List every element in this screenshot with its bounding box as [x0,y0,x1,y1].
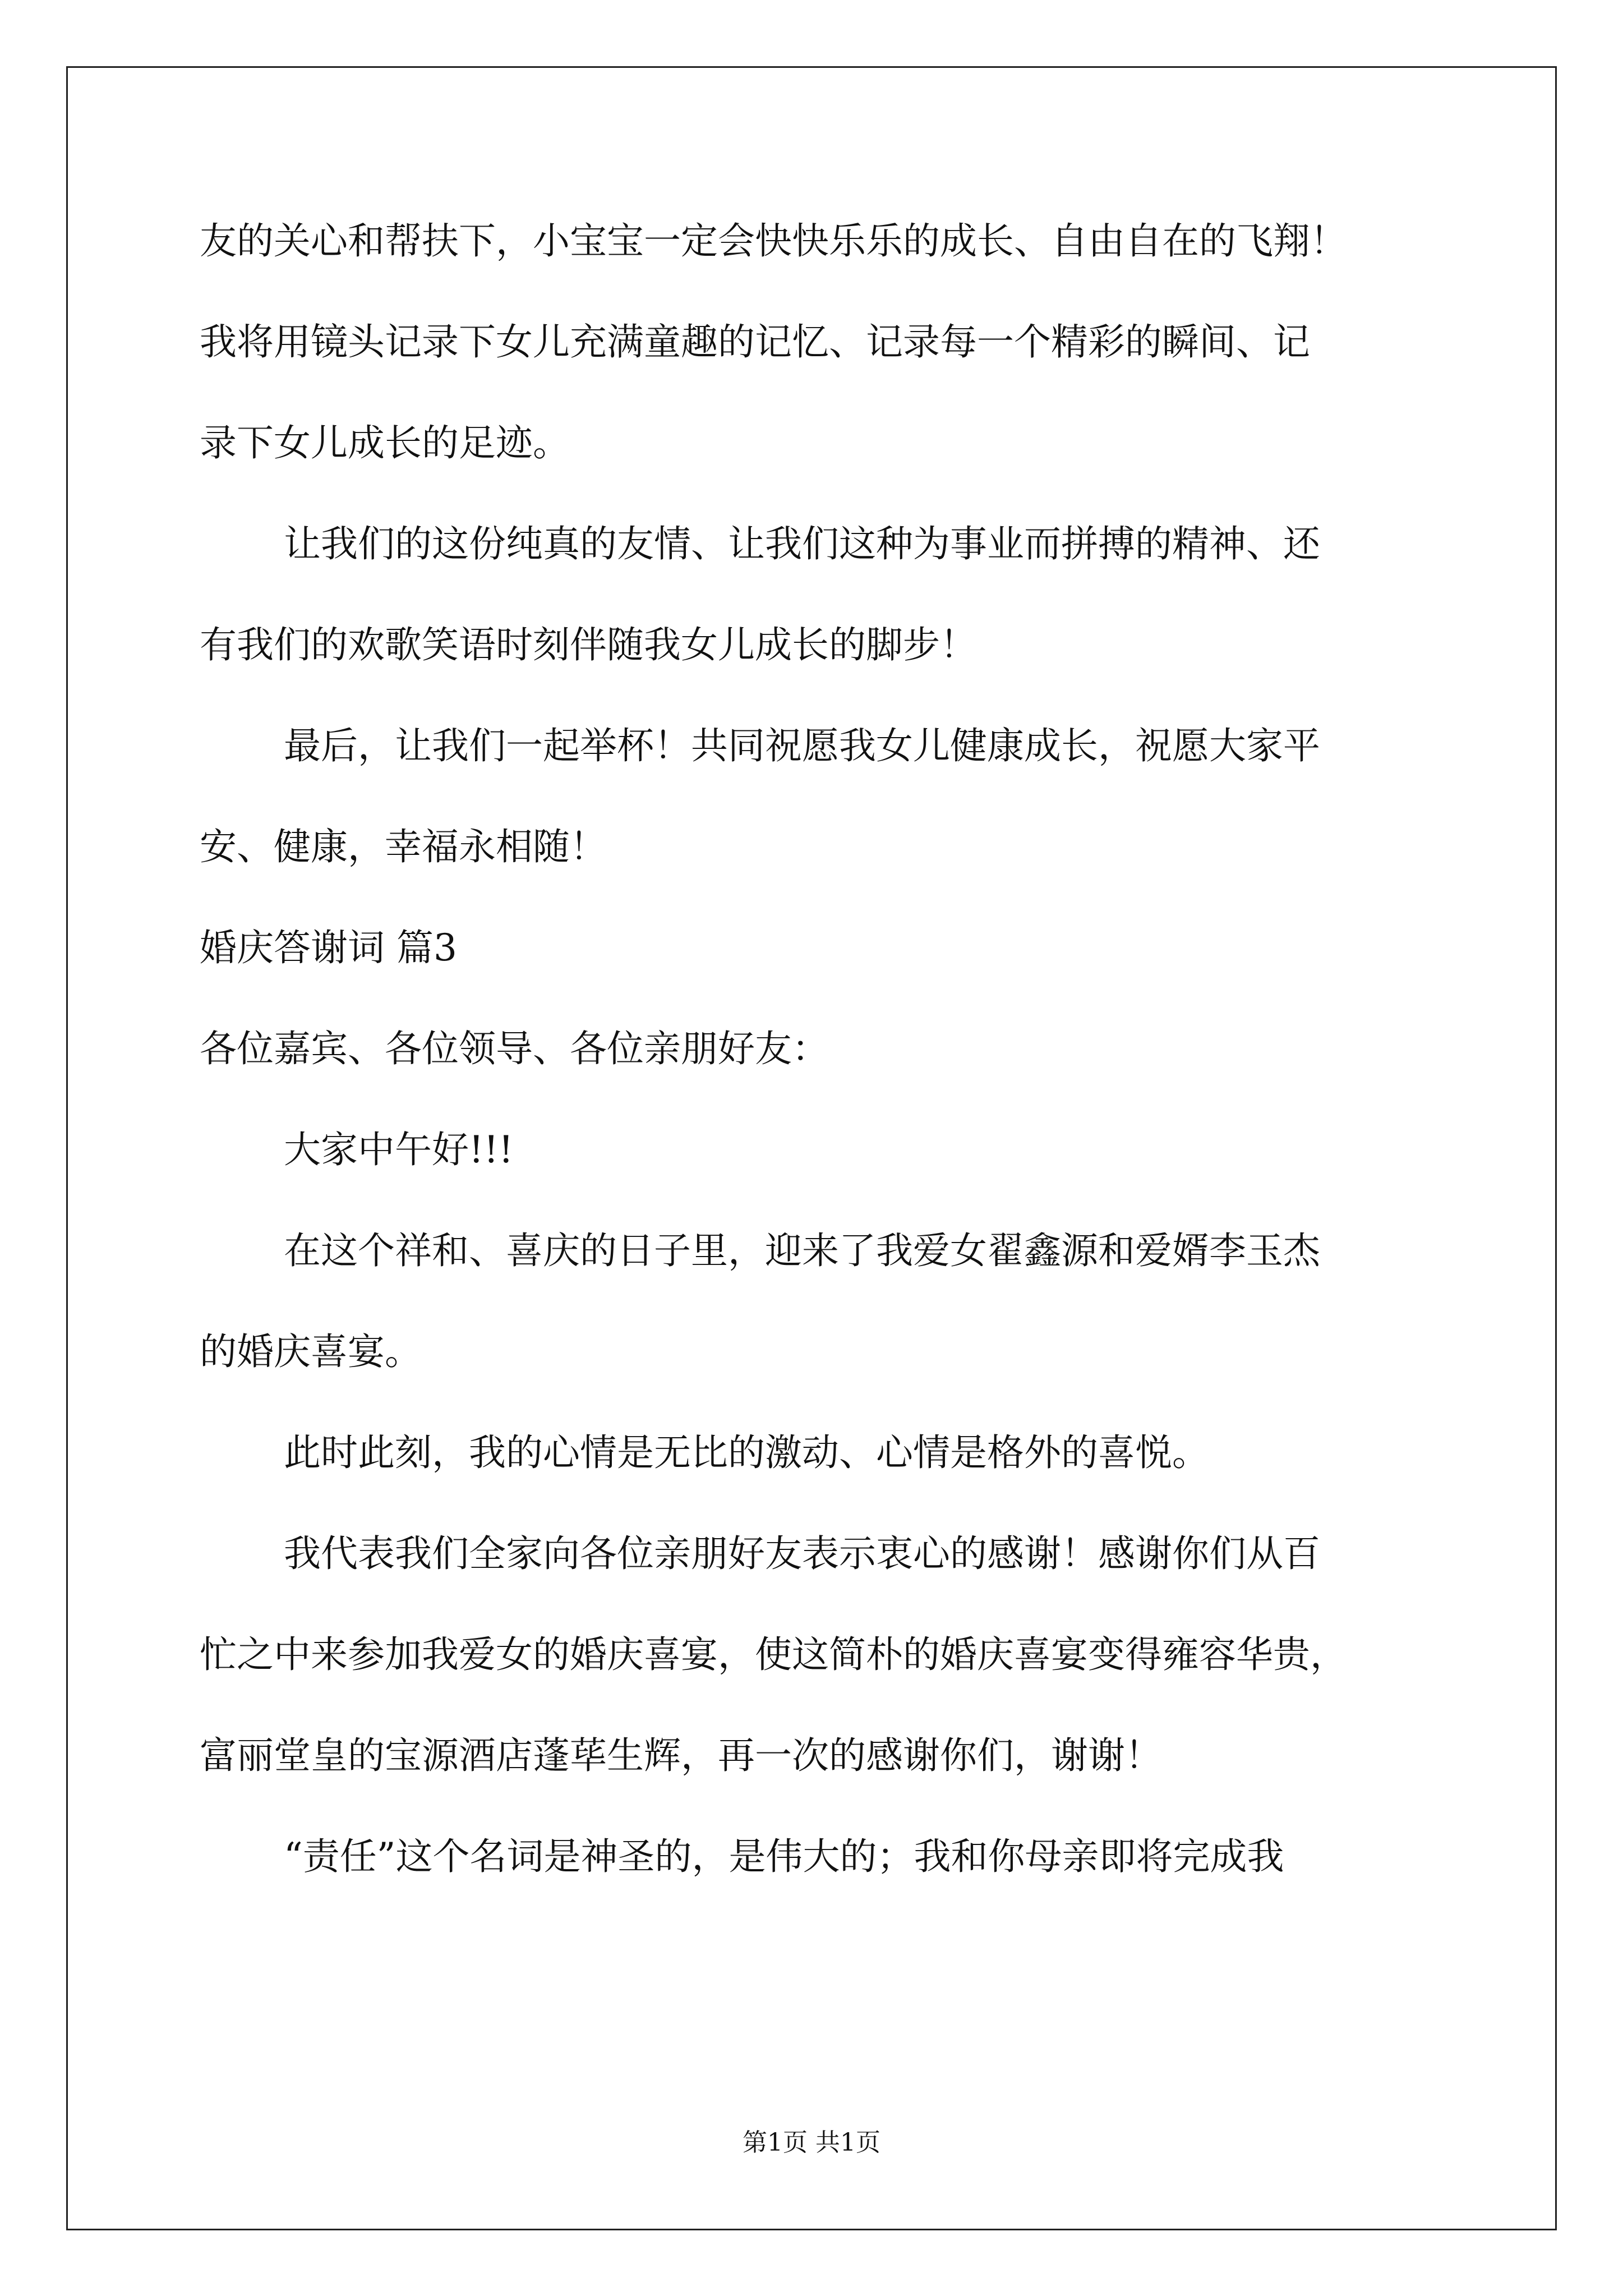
text-line: 富丽堂皇的宝源酒店蓬荜生辉，再一次的感谢你们，谢谢！ [200,1734,1162,1777]
salutation: 各位嘉宾、各位领导、各位亲朋好友： [200,1027,829,1070]
document-body [200,213,1433,1885]
paragraph-start: 此时此刻，我的心情是无比的激动、心情是格外的喜悦。 [284,1431,1209,1474]
text-line: 录下女儿成长的足迹。 [200,421,570,464]
text-line: 我将用镜头记录下女儿充满童趣的记忆、记录每一个精彩的瞬间、记 [200,320,1310,364]
paragraph-start: 让我们的这份纯真的友情、让我们这种为事业而拼搏的精神、还 [284,522,1320,565]
greeting: 大家中午好!!! [284,1128,514,1171]
paragraph-start: 我代表我们全家向各位亲朋好友表示衷心的感谢！感谢你们从百 [284,1532,1320,1575]
text-line: 安、健康，幸福永相随！ [200,825,607,868]
paragraph-start: “责任”这个名词是神圣的，是伟大的；我和你母亲即将完成我 [284,1835,1284,1878]
text-line: 忙之中来参加我爱女的婚庆喜宴，使这简朴的婚庆喜宴变得雍容华贵， [200,1633,1347,1676]
paragraph-start: 最后，让我们一起举杯！共同祝愿我女儿健康成长，祝愿大家平 [284,724,1320,767]
text-line: 友的关心和帮扶下，小宝宝一定会快快乐乐的成长、自由自在的飞翔！ [200,219,1347,263]
page-footer: 第1页 共1页 [743,2128,880,2157]
paragraph-start: 在这个祥和、喜庆的日子里，迎来了我爱女翟鑫源和爱婿李玉杰 [284,1229,1320,1272]
text-line: 的婚庆喜宴。 [200,1330,422,1373]
section-heading: 婚庆答谢词 篇3 [200,926,457,969]
text-line: 有我们的欢歌笑语时刻伴随我女儿成长的脚步！ [200,623,977,666]
